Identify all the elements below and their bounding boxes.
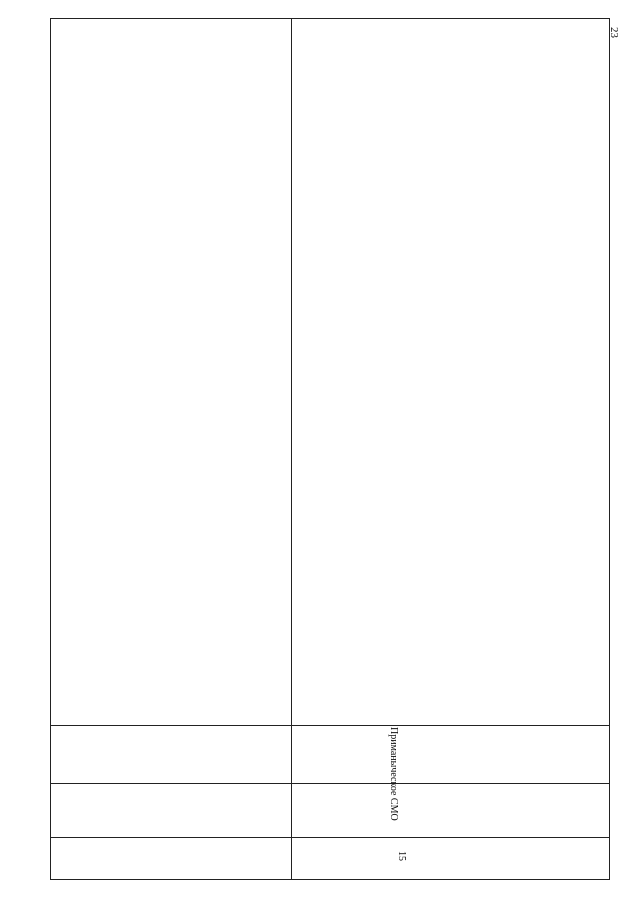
column-divider	[51, 725, 609, 726]
document-table	[50, 18, 610, 880]
column-divider	[51, 783, 609, 784]
text-block-upper	[57, 25, 283, 719]
page-number: 23	[608, 27, 620, 38]
column-divider	[51, 837, 609, 838]
row-divider	[291, 19, 292, 879]
row-index: 15	[396, 851, 407, 861]
municipality-name: Приманыческое СМО	[388, 727, 399, 821]
text-block-lower	[297, 25, 601, 719]
